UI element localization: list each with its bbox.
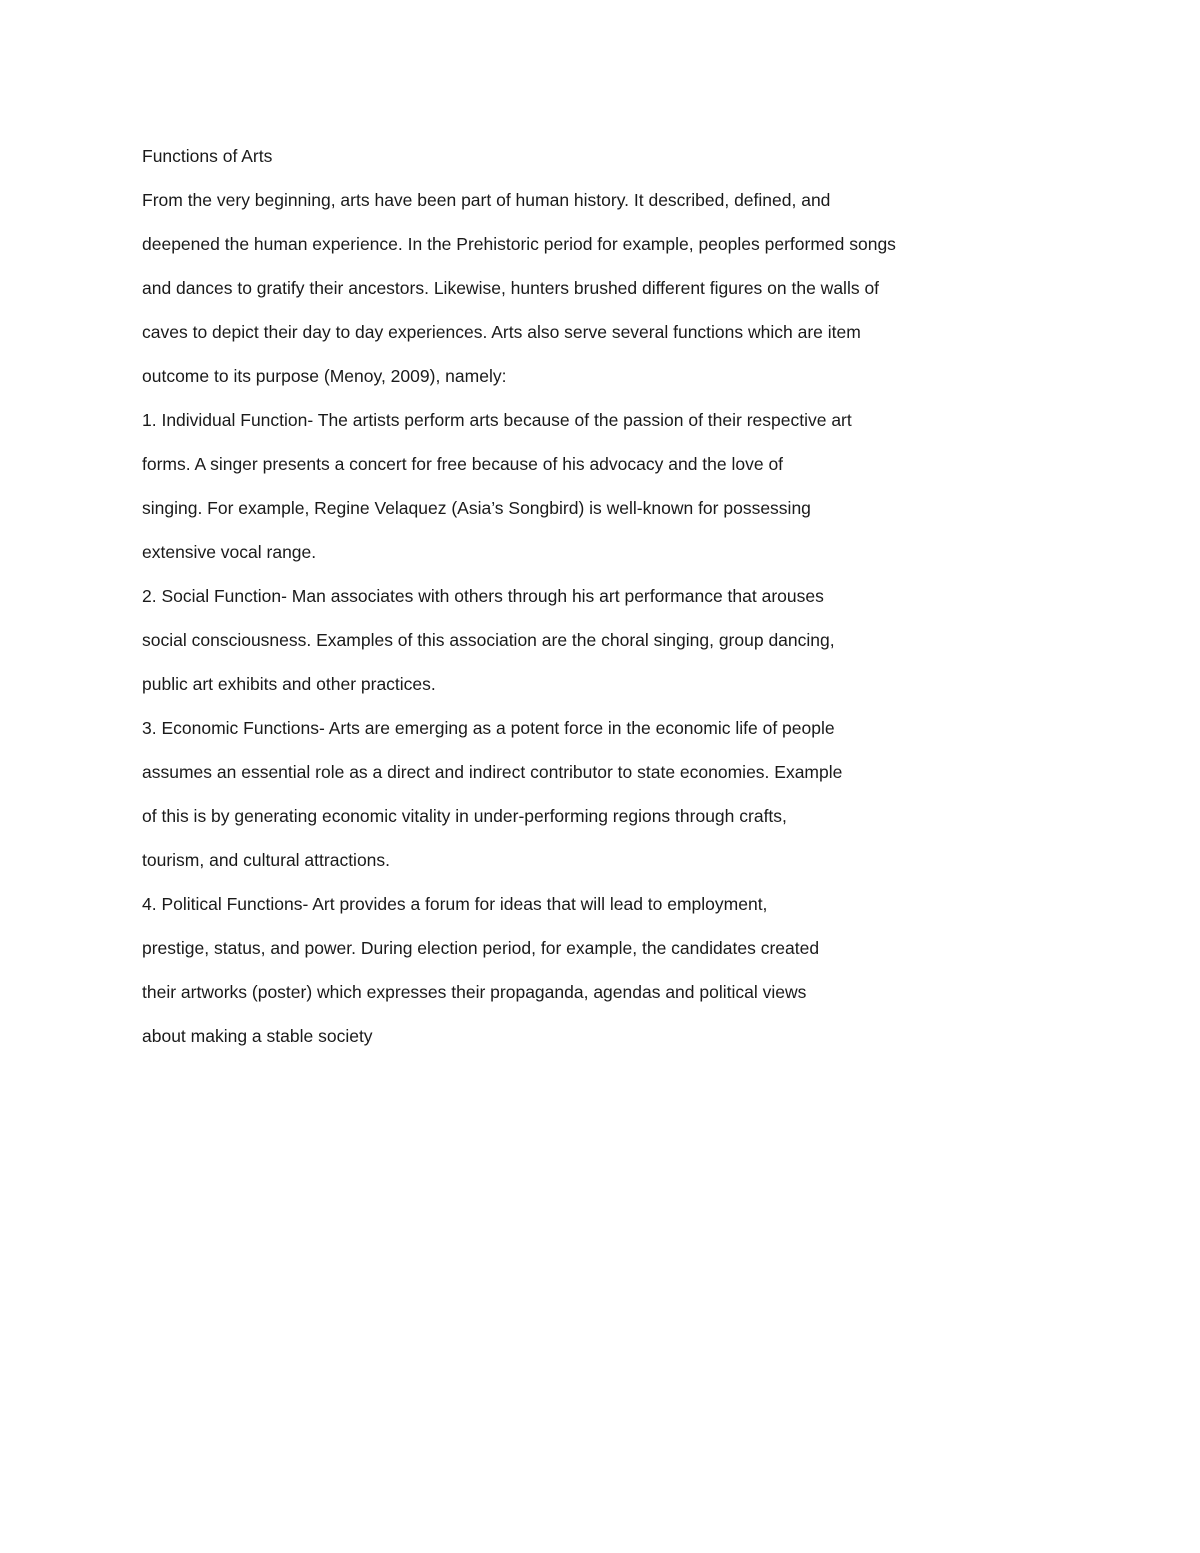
- body-line: and dances to gratify their ancestors. Likewise, hunters brushed different figures on the walls of: [142, 278, 880, 298]
- body-line: their artworks (poster) which expresses their propaganda, agendas and political views: [142, 982, 807, 1002]
- body-line: deepened the human experience. In the Prehistoric period for example, peoples performed songs: [142, 234, 896, 254]
- body-line: forms. A singer presents a concert for free because of his advocacy and the love of: [142, 454, 784, 474]
- body-line: of this is by generating economic vitality in under-performing regions through crafts,: [142, 806, 787, 826]
- body-line: assumes an essential role as a direct and indirect contributor to state economies. Example: [142, 762, 843, 782]
- body-line: about making a stable society: [142, 1026, 373, 1046]
- body-line: singing. For example, Regine Velaquez (Asia’s Songbird) is well-known for possessing: [142, 498, 811, 518]
- body-line: tourism, and cultural attractions.: [142, 850, 391, 870]
- body-line: caves to depict their day to day experiences. Arts also serve several functions which are item: [142, 322, 861, 342]
- body-line: prestige, status, and power. During election period, for example, the candidates created: [142, 938, 820, 958]
- body-line: social consciousness. Examples of this association are the choral singing, group dancing,: [142, 630, 835, 650]
- body-line: extensive vocal range.: [142, 542, 317, 562]
- document-title: Functions of Arts: [142, 146, 273, 166]
- body-line: public art exhibits and other practices.: [142, 674, 436, 694]
- list-item-social-function: 2. Social Function- Man associates with others through his art performance that arouses: [142, 586, 824, 606]
- body-line: From the very beginning, arts have been part of human history. It described, defined, and: [142, 190, 831, 210]
- list-item-economic-functions: 3. Economic Functions- Arts are emerging as a potent force in the economic life of people: [142, 718, 835, 738]
- list-item-political-functions: 4. Political Functions- Art provides a forum for ideas that will lead to employment,: [142, 894, 768, 914]
- list-item-individual-function: 1. Individual Function- The artists perform arts because of the passion of their respective art: [142, 410, 852, 430]
- body-line: outcome to its purpose (Menoy, 2009), namely:: [142, 366, 507, 386]
